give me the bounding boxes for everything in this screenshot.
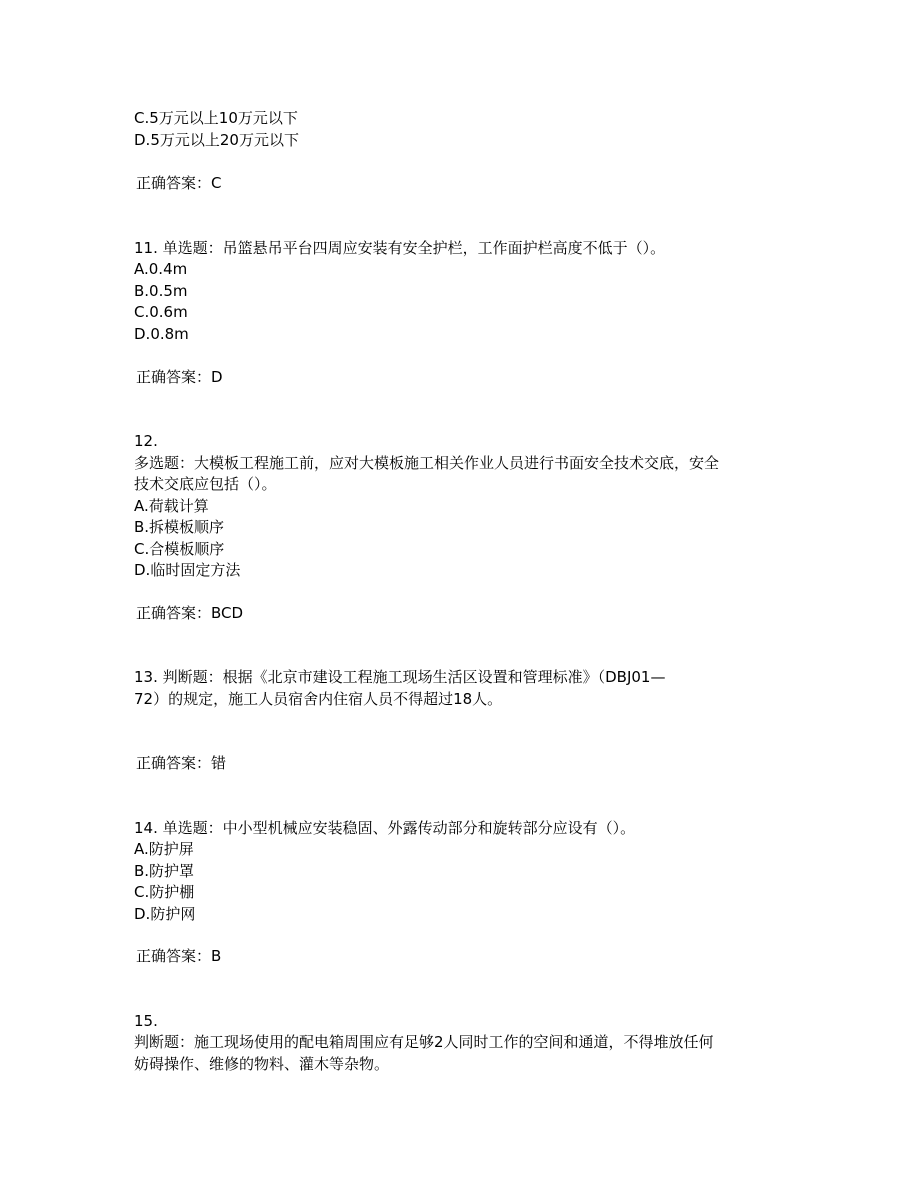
question-stem: 多选题：大模板工程施工前，应对大模板施工相关作业人员进行书面安全技术交底，安全 [134,454,720,472]
answer-line: 正确答案：C [136,174,222,192]
option-c: C.防护棚 [134,883,195,901]
question-stem-cont: 妨碍操作、维修的物料、灌木等杂物。 [134,1055,390,1073]
answer-line: 正确答案：D [136,368,223,386]
answer-line: 正确答案：错 [136,754,227,772]
option-a: A.0.4m [134,260,188,278]
option-b: B.拆模板顺序 [134,518,225,536]
question-number: 12. [134,432,158,450]
question-stem: 11. 单选题：吊篮悬吊平台四周应安装有安全护栏，工作面护栏高度不低于（）。 [134,239,666,257]
answer-line: 正确答案：BCD [136,604,244,622]
answer-line: 正确答案：B [136,947,222,965]
option-b: B.0.5m [134,282,188,300]
option-d: D.防护网 [134,905,196,923]
question-stem-cont: 72）的规定，施工人员宿舍内住宿人员不得超过18人。 [134,690,503,708]
option-c: C.合模板顺序 [134,540,225,558]
question-stem: 13. 判断题：根据《北京市建设工程施工现场生活区设置和管理标准》（DBJ01— [134,668,666,686]
option-c: C.5万元以上10万元以下 [134,109,298,127]
option-d: D.临时固定方法 [134,561,241,579]
option-b: B.防护罩 [134,862,195,880]
option-a: A.荷载计算 [134,497,209,515]
question-stem: 14. 单选题：中小型机械应安装稳固、外露传动部分和旋转部分应设有（）。 [134,819,636,837]
question-stem: 判断题：施工现场使用的配电箱周围应有足够2人同时工作的空间和通道，不得堆放任何 [134,1033,714,1051]
question-number: 15. [134,1012,158,1030]
question-stem-cont: 技术交底应包括（）。 [134,475,277,493]
option-d: D.0.8m [134,325,189,343]
option-c: C.0.6m [134,303,188,321]
option-d: D.5万元以上20万元以下 [134,131,299,149]
option-a: A.防护屏 [134,840,194,858]
